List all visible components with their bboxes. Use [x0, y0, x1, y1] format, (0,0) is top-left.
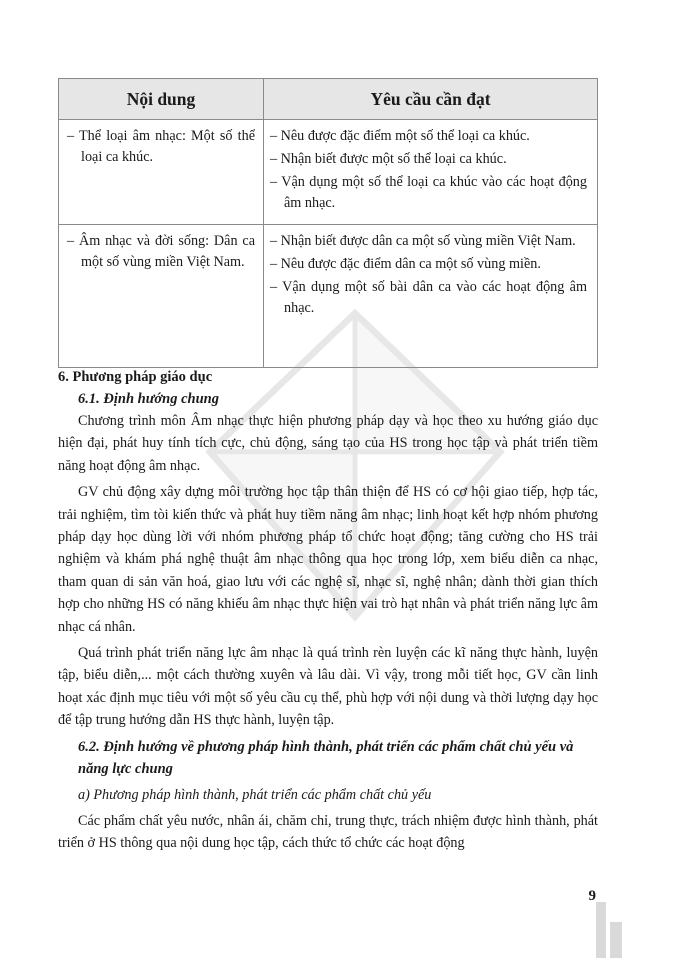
table-row: [59, 225, 598, 368]
table-cell-content: [59, 120, 264, 225]
table-header-content: Nội dung: [59, 79, 264, 120]
content-text: – Thể loại âm nhạc: Một số thể loại ca khúc.: [67, 128, 255, 165]
page-number: 9: [588, 888, 596, 904]
requirement-item: – Nêu được đặc điểm một số thể loại ca khúc.: [270, 128, 530, 144]
page-edge-bars: [592, 898, 628, 958]
body-text: [58, 366, 598, 859]
requirements-table: [58, 78, 598, 368]
paragraph: GV chủ động xây dựng môi trường học tập thân thiện để HS có cơ hội giao tiếp, hợp tác, trải nghiệm, tìm tòi kiến thức và phát huy tiềm năng âm nhạc; linh hoạt kết hợp nhóm phương pháp dạy học dùng lời với nhóm phương pháp tổ chức hoạt động; tăng cường cho HS trải nghiệm và khám phá nghệ thuật âm nhạc thông qua học trong lớp, xem biểu diễn ca nhạc, tham quan di sản văn hoá, giao lưu với các nghệ sĩ, nhạc sĩ, nghệ nhân; dành thời gian thích hợp cho những HS có năng khiếu âm nhạc thực hiện vai trò hạt nhân và phát triển năng lực âm nhạc cá nhân.: [58, 484, 598, 635]
requirement-item: – Nhận biết được một số thể loại ca khúc.: [270, 151, 507, 167]
section-heading: 6. Phương pháp giáo dục: [58, 369, 213, 385]
paragraph: Chương trình môn Âm nhạc thực hiện phương pháp dạy và học theo xu hướng giáo dục hiện đại, phát huy tính tích cực, chủ động, sáng tạo của HS trong học tập và phát triển tiềm năng hoạt động âm nhạc.: [58, 413, 598, 474]
table-cell-requirements: [264, 120, 598, 225]
requirement-item: – Vận dụng một số thể loại ca khúc vào các hoạt động âm nhạc.: [270, 174, 587, 211]
requirement-item: – Nhận biết được dân ca một số vùng miền Việt Nam.: [270, 233, 576, 249]
content-text: – Âm nhạc và đời sống: Dân ca một số vùng miền Việt Nam.: [67, 233, 255, 270]
requirement-item: – Nêu được đặc điểm dân ca một số vùng miền.: [270, 256, 541, 272]
paragraph: Các phẩm chất yêu nước, nhân ái, chăm chỉ, trung thực, trách nhiệm được hình thành, phát triển ở HS thông qua nội dung học tập, cách thức tổ chức các hoạt động: [58, 812, 598, 852]
subsection-heading: 6.2. Định hướng về phương pháp hình thành, phát triển các phẩm chất chủ yếu và năng lực chung: [78, 738, 574, 777]
sub-subsection-heading: a) Phương pháp hình thành, phát triển các phẩm chất chủ yếu: [78, 786, 432, 803]
table-cell-requirements: [264, 225, 598, 368]
subsection-heading: 6.1. Định hướng chung: [78, 391, 219, 407]
table-row: [59, 120, 598, 225]
requirement-item: – Vận dụng một số bài dân ca vào các hoạt động âm nhạc.: [270, 279, 587, 316]
paragraph: Quá trình phát triển năng lực âm nhạc là quá trình rèn luyện các kĩ năng thực hành, luyện tập, biểu diễn,... một cách thường xuyên và lâu dài. Vì vậy, trong mỗi tiết học, GV cần linh hoạt xác định mục tiêu với một số yêu cầu cụ thể, phù hợp với nội dung và thời lượng dạy học để tập trung hướng dẫn HS thực hành, luyện tập.: [58, 645, 598, 729]
table-header-row: [59, 79, 598, 120]
table-cell-content: [59, 225, 264, 368]
table-header-requirements: Yêu cầu cần đạt: [264, 79, 598, 120]
